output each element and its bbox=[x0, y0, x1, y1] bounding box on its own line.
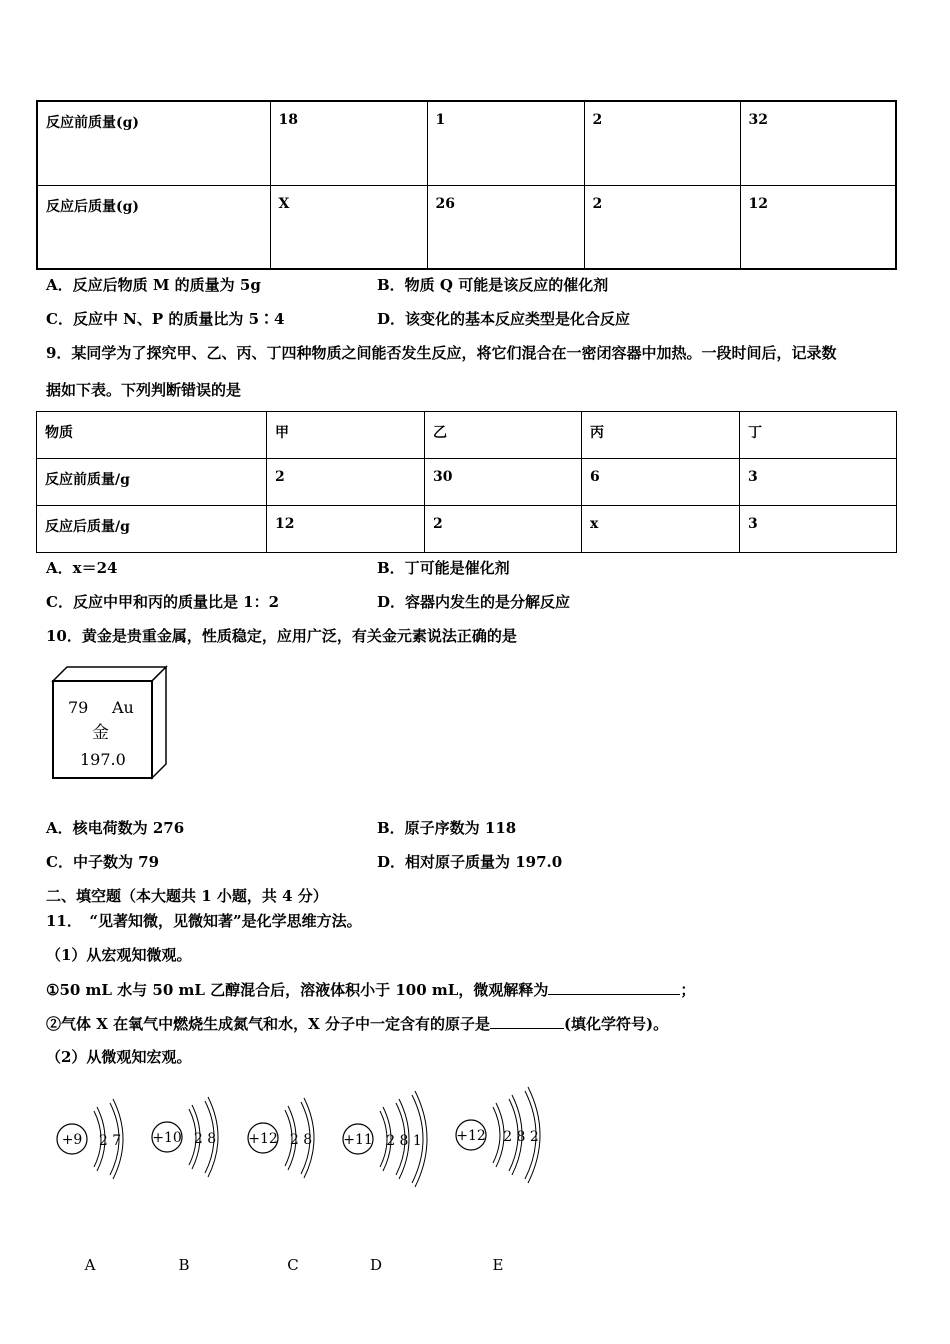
atom-structure-diagrams bbox=[50, 1080, 550, 1274]
nucleus-charge: +11 bbox=[343, 1132, 373, 1148]
diagram-label: B bbox=[178, 1256, 190, 1274]
table-cell: 12 bbox=[740, 185, 896, 269]
q9-option-d[interactable]: D．容器内发生的是分解反应 bbox=[377, 593, 571, 611]
table-cell: X bbox=[270, 185, 427, 269]
atom-diagram-c bbox=[248, 1098, 314, 1274]
q11-item1 bbox=[46, 980, 695, 999]
q10-option-d[interactable]: D．相对原子质量为 197.0 bbox=[377, 853, 563, 871]
q10-stem: 10．黄金是贵重金属，性质稳定，应用广泛，有关金元素说法正确的是 bbox=[46, 627, 517, 645]
nucleus-charge: +10 bbox=[152, 1130, 182, 1146]
table-cell: 反应前质量/g bbox=[37, 459, 267, 506]
element-name: 金 bbox=[92, 723, 109, 743]
row-label: 反应前质量(g) bbox=[37, 101, 270, 185]
nucleus-charge: +12 bbox=[456, 1128, 486, 1144]
atom-diagram-b bbox=[152, 1097, 218, 1274]
table-cell: 2 bbox=[425, 506, 582, 553]
item2-text: ②气体 X 在氧气中燃烧生成氮气和水，X 分子中一定含有的原子是 bbox=[46, 1015, 490, 1033]
table-cell: 12 bbox=[267, 506, 425, 553]
q8-option-b[interactable]: B．物质 Q 可能是该反应的催化剂 bbox=[377, 276, 609, 294]
diagram-label: A bbox=[84, 1256, 96, 1274]
atomic-mass: 197.0 bbox=[80, 750, 126, 769]
atom-diagram-e bbox=[456, 1087, 540, 1274]
table-row bbox=[37, 506, 897, 553]
column-header: 丙 bbox=[582, 412, 740, 459]
mass-table-q8 bbox=[36, 100, 897, 270]
table-cell: 30 bbox=[425, 459, 582, 506]
q10-option-a[interactable]: A．核电荷数为 276 bbox=[46, 819, 185, 837]
nucleus-charge: +9 bbox=[61, 1132, 83, 1148]
table-cell: 1 bbox=[427, 101, 584, 185]
q9-option-a[interactable]: A．x＝24 bbox=[46, 559, 118, 577]
q8-option-a[interactable]: A．反应后物质 M 的质量为 5g bbox=[46, 276, 261, 294]
column-header: 乙 bbox=[425, 412, 582, 459]
q9-option-b[interactable]: B．丁可能是催化剂 bbox=[377, 559, 510, 577]
table-cell: 6 bbox=[582, 459, 740, 506]
electron-shells: 2 8 1 bbox=[386, 1133, 422, 1149]
q10-option-b[interactable]: B．原子序数为 118 bbox=[377, 819, 517, 837]
table-row bbox=[37, 185, 896, 269]
diagram-label: C bbox=[287, 1256, 299, 1274]
answer-blank-1[interactable] bbox=[548, 980, 680, 995]
q9-stem-line2: 据如下表。下列判断错误的是 bbox=[46, 381, 242, 399]
electron-shells: 2 8 2 bbox=[503, 1129, 539, 1145]
table-cell: 反应后质量/g bbox=[37, 506, 267, 553]
column-header: 物质 bbox=[37, 412, 267, 459]
diagram-label: D bbox=[369, 1256, 383, 1274]
diagram-label: E bbox=[492, 1256, 504, 1274]
electron-shells: 2 8 bbox=[289, 1132, 313, 1148]
table-cell: 3 bbox=[740, 506, 897, 553]
q9-stem-line1: 9．某同学为了探究甲、乙、丙、丁四种物质之间能否发生反应，将它们混合在一密闭容器中加热。一段时间后，记录数 bbox=[46, 344, 837, 362]
table-cell: 26 bbox=[427, 185, 584, 269]
table-cell: 3 bbox=[740, 459, 897, 506]
atom-diagram-d bbox=[343, 1091, 427, 1274]
q8-option-d[interactable]: D．该变化的基本反应类型是化合反应 bbox=[377, 310, 631, 328]
mass-table-q9 bbox=[36, 411, 897, 553]
element-cell-gold bbox=[50, 665, 172, 783]
table-cell: 32 bbox=[740, 101, 896, 185]
table-row bbox=[37, 459, 897, 506]
q11-part2: （2）从微观知宏观。 bbox=[46, 1048, 192, 1066]
row-label: 反应后质量(g) bbox=[37, 185, 270, 269]
table-header-row bbox=[37, 412, 897, 459]
electron-shells: 2 7 bbox=[98, 1133, 122, 1149]
item1-text: ①50 mL 水与 50 mL 乙醇混合后，溶液体积小于 100 mL，微观解释为 bbox=[46, 981, 549, 999]
q9-option-c[interactable]: C．反应中甲和丙的质量比是 1：2 bbox=[46, 593, 280, 611]
element-symbol: Au bbox=[112, 698, 134, 717]
atom-diagram-a bbox=[57, 1099, 123, 1274]
nucleus-charge: +12 bbox=[248, 1131, 278, 1147]
table-row bbox=[37, 101, 896, 185]
item1-end: ； bbox=[680, 981, 696, 999]
section-title: 二、填空题（本大题共 1 小题，共 4 分） bbox=[46, 887, 328, 905]
atomic-number: 79 bbox=[68, 698, 89, 717]
electron-shells: 2 8 bbox=[193, 1131, 217, 1147]
table-cell: 2 bbox=[267, 459, 425, 506]
column-header: 丁 bbox=[740, 412, 897, 459]
table-cell: x bbox=[582, 506, 740, 553]
table-cell: 2 bbox=[584, 101, 740, 185]
q8-option-c[interactable]: C．反应中 N、P 的质量比为 5∶4 bbox=[46, 310, 285, 328]
q11-item2 bbox=[46, 1014, 668, 1033]
table-cell: 18 bbox=[270, 101, 427, 185]
answer-blank-2[interactable] bbox=[490, 1014, 564, 1029]
item2-end: (填化学符号)。 bbox=[563, 1015, 669, 1033]
q11-part1: （1）从宏观知微观。 bbox=[46, 946, 192, 964]
q11-stem: 11． “见著知微，见微知著”是化学思维方法。 bbox=[46, 912, 362, 930]
q10-option-c[interactable]: C．中子数为 79 bbox=[46, 853, 160, 871]
column-header: 甲 bbox=[267, 412, 425, 459]
table-cell: 2 bbox=[584, 185, 740, 269]
